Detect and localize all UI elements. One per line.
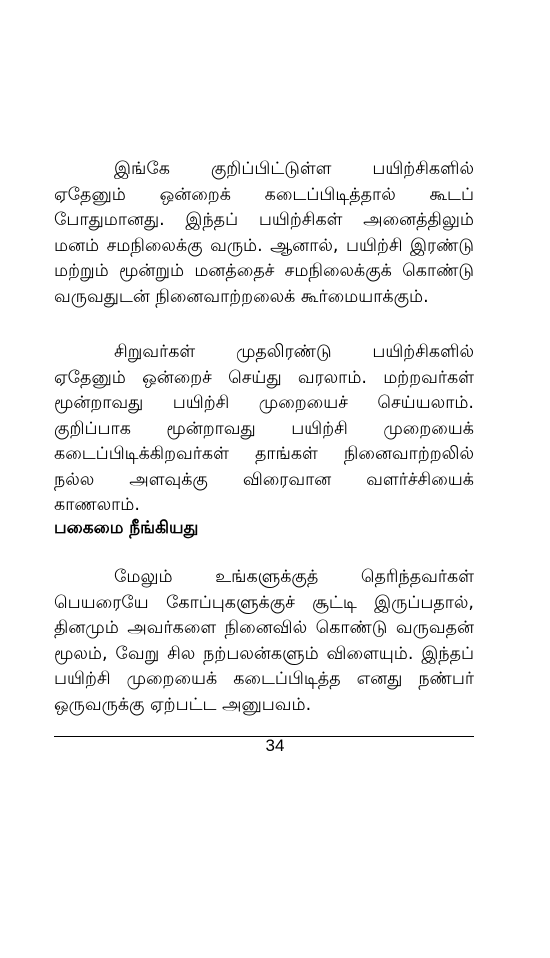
- section-heading: பகைமை நீங்கியது: [54, 518, 199, 538]
- body-paragraph: இங்கே குறிப்பிட்டுள்ள பயிற்சிகளில் ஏதேனும் ஒன்றைக் கடைப்பிடித்தால் கூடப் போதுமானது. இந்தப் பயிற்சிகள் அனைத்திலும் மனம் சமநிலைக்கு வரும். ஆனால், பயிற்சி இரண்டு மற்றும் மூன்றும் மனத்தைச் சமநிலைக்குக் கொண்டு வருவதுடன் நினைவாற்றலைக் கூர்மையாக்கும்.: [54, 159, 474, 307]
- body-paragraph: மேலும் உங்களுக்குத் தெரிந்தவர்கள் பெயரையே கோப்புகளுக்குச் சூட்டி இருப்பதால், தினமும் அவர்களை நினைவில் கொண்டு வருவதன் மூலம், வேறு சில நற்பலன்களும் விளையும். இந்தப் பயிற்சி முறையைக் கடைப்பிடித்த எனது நண்பர் ஒருவருக்கு ஏற்பட்ட அனுபவம்.: [54, 567, 474, 715]
- page-number: 34: [265, 736, 285, 755]
- body-paragraph: சிறுவர்கள் முதலிரண்டு பயிற்சிகளில் ஏதேனும் ஒன்றைச் செய்து வரலாம். மற்றவர்கள் மூன்றாவது பயிற்சி முறையைச் செய்யலாம். குறிப்பாக மூன்றாவது பயிற்சி முறையைக் கடைப்பிடிக்கிறவர்கள் தாங்கள் நினைவாற்றலில் நல்ல அளவுக்கு விரைவான வளர்ச்சியைக் காணலாம்.: [54, 342, 474, 515]
